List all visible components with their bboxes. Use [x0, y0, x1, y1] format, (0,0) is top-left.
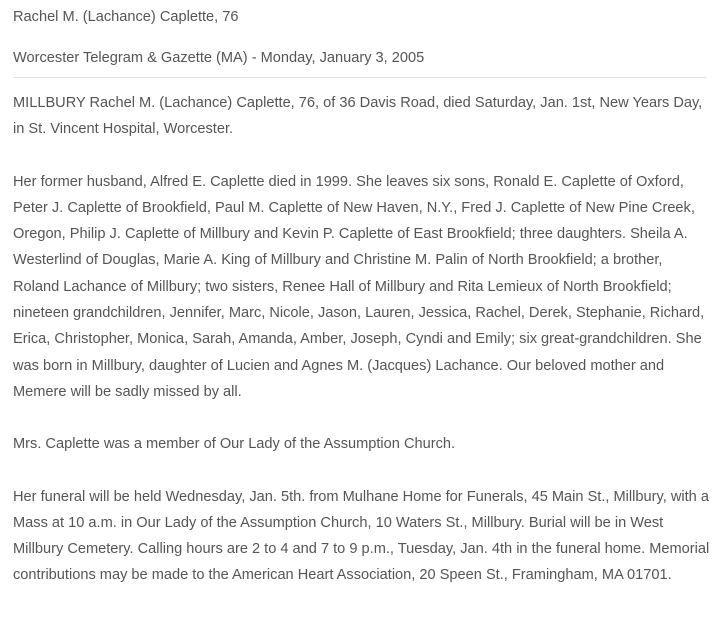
header-divider [13, 77, 706, 78]
survivors-paragraph: Her former husband, Alfred E. Caplette died in 1999. She leaves six sons, Ronald E. Caplette of Oxford, Peter J. Caplette of Brookfield, Paul M. Caplette of New Haven, N.Y., Fred J. Caplette of New Pine Creek, Oregon, Philip J. Caplette of Millbury and Kevin P. Caplette of East Brookfield; three daughters. Sheila A. Westerlind of Douglas, Marie A. King of Millbury and Christine M. Palin of North Brookfield; a brother, Roland Lachance of Millbury; two sisters, Renee Hall of Millbury and Rita Lemieux of North Brookfield; nineteen grandchildren, Jennifer, Marc, Nicole, Jason, Lauren, Jessica, Rachel, Derek, Stephanie, Richard, Erica, Christopher, Monica, Sarah, Amanda, Amber, Joseph, Cyndi and Emily; six great-grandchildren. She was born in Millbury, daughter of Lucien and Agnes M. (Jacques) Lachance. Our beloved mother and Memere will be sadly missed by all. [13, 173, 705, 400]
funeral-arrangements-paragraph: Her funeral will be held Wednesday, Jan. 5th. from Mulhane Home for Funerals, 45 Main St., Millbury, with a Mass at 10 a.m. in Our Lady of the Assumption Church, 10 Waters St., Millbury. Burial will be in West Millbury Cemetery. Calling hours are 2 to 4 and 7 to 9 p.m., Tuesday, Jan. 4th in the funeral home. Memorial contributions may be made to the American Heart Association, 20 Speen St., Framingham, MA 01701. [13, 488, 710, 584]
publication-source-line: Worcester Telegram & Gazette (MA) - Monday, January 3, 2005 [13, 50, 425, 66]
obituary-body [13, 90, 710, 615]
death-notice-paragraph: MILLBURY Rachel M. (Lachance) Caplette, 76, of 36 Davis Road, died Saturday, Jan. 1st, New Years Day, in St. Vincent Hospital, Worcester. [13, 95, 703, 138]
obituary-title: Rachel M. (Lachance) Caplette, 76 [13, 9, 239, 25]
church-membership-paragraph: Mrs. Caplette was a member of Our Lady of the Assumption Church. [13, 436, 456, 453]
